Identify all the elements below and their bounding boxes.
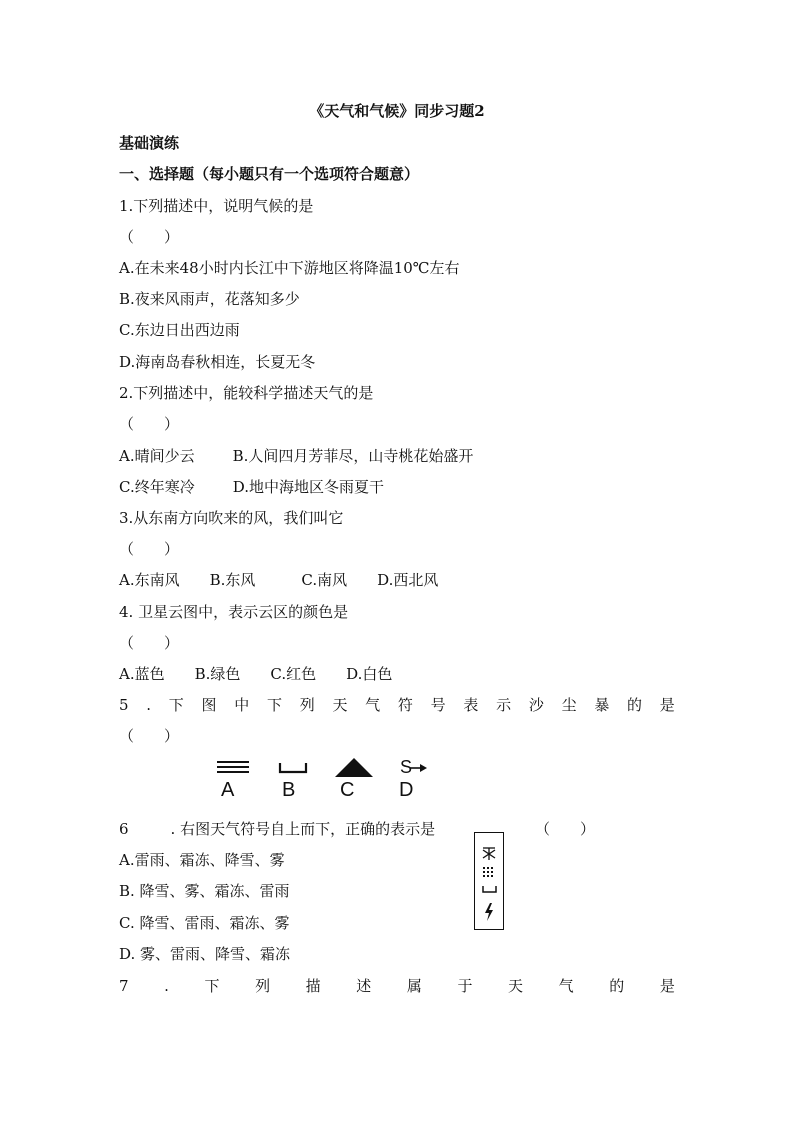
q5-label-d: D — [399, 779, 414, 801]
q4-option-a: A.蓝色 — [119, 665, 165, 683]
q1-stem: 1.下列描述中，说明气候的是 — [119, 197, 314, 215]
q6-option-c: C. 降雪、雷雨、霜冻、雾 — [119, 914, 290, 932]
q5-stem — [119, 695, 675, 715]
q5-char: 示 — [496, 696, 512, 714]
q2-options-row1 — [119, 446, 473, 466]
q5-char: 暴 — [594, 696, 610, 714]
q5-char: 天 — [332, 696, 348, 714]
q1-option-b: B.夜来风雨声，花落知多少 — [119, 290, 300, 308]
q7-char: 于 — [457, 977, 473, 995]
q5-label-c: C — [340, 779, 355, 801]
q6-stem-row — [119, 819, 435, 839]
fog-dots-icon — [483, 867, 496, 877]
q1-answer-paren: （ ） — [119, 228, 180, 246]
q7-char: 下 — [204, 977, 220, 995]
snowflake-icon — [482, 847, 496, 861]
triangle-symbol-icon — [334, 757, 374, 778]
q5-char: 气 — [365, 696, 381, 714]
q3-answer-paren: （ ） — [119, 540, 180, 558]
q1-option-a: A.在未来48小时内长江中下游地区将降温10℃左右 — [119, 259, 460, 277]
q4-stem: 4. 卫星云图中，表示云区的颜色是 — [119, 603, 349, 621]
q2-stem: 2.下列描述中，能较科学描述天气的是 — [119, 384, 374, 402]
q6-option-a: A.雷雨、霜冻、降雪、雾 — [119, 851, 285, 869]
q3-stem: 3.从东南方向吹来的风，我们叫它 — [119, 509, 344, 527]
q6-answer-paren: （ ） — [535, 820, 596, 838]
q7-char: 是 — [659, 977, 675, 995]
q3-option-b: B.东风 — [209, 571, 256, 589]
frost-symbol-icon — [482, 885, 497, 894]
wind-arrow-icon — [410, 763, 428, 773]
q5-char: 中 — [234, 696, 250, 714]
q2-option-b: B.人间四月芳菲尽，山寺桃花始盛开 — [232, 447, 474, 465]
q2-option-a: A.晴间少云 — [119, 447, 195, 465]
q5-char: 符 — [397, 696, 413, 714]
lightning-icon — [484, 903, 494, 921]
q1-option-d: D.海南岛春秋相连，长夏无冬 — [119, 353, 316, 371]
q7-char: 属 — [406, 977, 422, 995]
q4-option-d: D.白色 — [346, 665, 393, 683]
q5-char: 是 — [659, 696, 675, 714]
q2-option-c: C.终年寒冷 — [119, 478, 195, 496]
q5-char: . — [146, 696, 152, 714]
q3-option-d: D.西北风 — [377, 571, 439, 589]
q5-label-a: A — [221, 779, 235, 801]
q4-option-c: C.红色 — [270, 665, 317, 683]
frost-symbol-icon — [278, 762, 308, 774]
section-heading: 基础演练 — [119, 134, 180, 152]
q7-char: . — [164, 977, 169, 995]
q5-label-b: B — [282, 779, 296, 801]
weather-symbol-box — [474, 832, 504, 930]
q5-char: 下 — [266, 696, 282, 714]
q7-stem — [119, 976, 675, 996]
q4-answer-paren: （ ） — [119, 634, 180, 652]
q4-options-row — [119, 664, 392, 684]
q5-char: 下 — [168, 696, 184, 714]
q2-option-d: D.地中海地区冬雨夏干 — [232, 478, 384, 496]
q5-answer-paren: （ ） — [119, 727, 180, 745]
q5-char: 表 — [463, 696, 479, 714]
sandstorm-symbol-icon — [216, 760, 250, 776]
part-heading: 一、选择题（每小题只有一个选项符合题意） — [119, 165, 420, 183]
doc-title: 《天气和气候》同步习题2 — [309, 102, 485, 120]
q5-char: 尘 — [561, 696, 577, 714]
q5-symbol-d-letter: S — [400, 757, 413, 777]
q2-options-row2 — [119, 477, 384, 497]
q7-char: 气 — [558, 977, 574, 995]
q2-answer-paren: （ ） — [119, 415, 180, 433]
q1-option-c: C.东边日出西边雨 — [119, 321, 240, 339]
q5-char: 的 — [627, 696, 643, 714]
q5-char: 列 — [299, 696, 315, 714]
q6-option-d: D. 雾、雷雨、降雪、霜冻 — [119, 945, 291, 963]
q7-char: 述 — [356, 977, 372, 995]
q7-char: 的 — [609, 977, 625, 995]
q7-char: 描 — [305, 977, 321, 995]
q6-option-b: B. 降雪、雾、霜冻、雷雨 — [119, 882, 290, 900]
q7-char: 天 — [508, 977, 524, 995]
q6-number: 6 — [119, 820, 129, 838]
q6-stem: . 右图天气符号自上而下，正确的表示是 — [170, 820, 436, 838]
q3-option-a: A.东南风 — [119, 571, 180, 589]
q5-char: 沙 — [528, 696, 544, 714]
q7-char: 列 — [255, 977, 271, 995]
q5-char: 5 — [119, 696, 129, 714]
q3-option-c: C.南风 — [301, 571, 348, 589]
q4-option-b: B.绿色 — [194, 665, 241, 683]
q5-char: 号 — [430, 696, 446, 714]
q7-char: 7 — [119, 977, 129, 995]
q3-options-row — [119, 570, 438, 590]
q5-char: 图 — [201, 696, 217, 714]
